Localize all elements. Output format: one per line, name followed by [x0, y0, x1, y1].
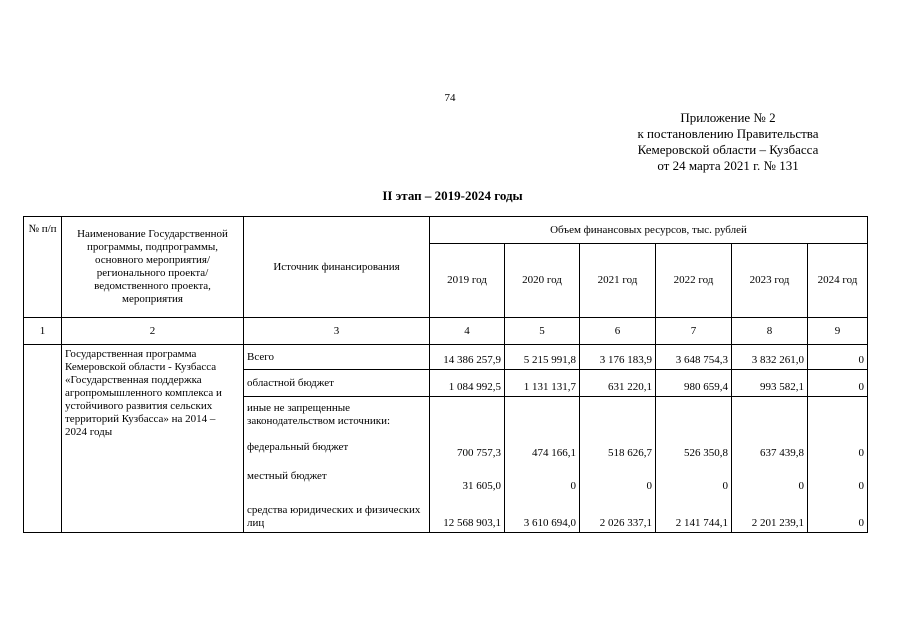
value-cell: 0: [732, 462, 808, 495]
value-cell: 980 659,4: [656, 370, 732, 397]
value-cell: [656, 397, 732, 434]
appendix-line-4: от 24 марта 2021 г. № 131: [657, 158, 799, 173]
column-number: 8: [732, 318, 808, 345]
column-number: 4: [430, 318, 505, 345]
source-cell: федеральный бюджет: [244, 434, 430, 462]
value-cell: 2 141 744,1: [656, 495, 732, 533]
table-row: [24, 345, 868, 370]
column-number: 6: [580, 318, 656, 345]
value-cell: 0: [505, 462, 580, 495]
value-cell: 1 084 992,5: [430, 370, 505, 397]
value-cell: 3 832 261,0: [732, 345, 808, 370]
header-year-2021: 2021 год: [580, 244, 656, 318]
value-cell: 3 648 754,3: [656, 345, 732, 370]
header-year-2019: 2019 год: [430, 244, 505, 318]
value-cell: [430, 397, 505, 434]
source-cell: средства юридических и физических лиц: [244, 495, 430, 533]
header-source: Источник финансирования: [244, 217, 430, 318]
source-cell: иные не запрещенные законодательством источники:: [244, 397, 430, 434]
financing-table: [23, 216, 868, 533]
page-number: 74: [444, 92, 456, 104]
value-cell: 2 201 239,1: [732, 495, 808, 533]
value-cell: 0: [808, 495, 868, 533]
source-cell: местный бюджет: [244, 462, 430, 495]
appendix-block: [613, 110, 843, 174]
appendix-line-3: Кемеровской области – Кузбасса: [637, 142, 819, 157]
program-name: Государственная программа Кемеровской области - Кузбасса «Государственная поддержка агропромышленного комплекса и устойчивого развития сельских территорий Кузбасса» на 2014 – 2024 годы: [62, 345, 244, 533]
value-cell: 0: [808, 370, 868, 397]
value-cell: 0: [808, 434, 868, 462]
value-cell: 31 605,0: [430, 462, 505, 495]
column-number: 9: [808, 318, 868, 345]
header-year-2024: 2024 год: [808, 244, 868, 318]
column-numbers-row: [24, 318, 868, 345]
header-year-2023: 2023 год: [732, 244, 808, 318]
source-cell: Всего: [244, 345, 430, 370]
source-cell: областной бюджет: [244, 370, 430, 397]
header-name: Наименование Государственной программы, подпрограммы, основного мероприятия/регионального проекта/ведомственного проекта, мероприятия: [62, 217, 244, 318]
stage-title: II этап – 2019-2024 годы: [382, 188, 523, 203]
appendix-line-2: к постановлению Правительства: [637, 126, 819, 141]
value-cell: 637 439,8: [732, 434, 808, 462]
value-cell: [732, 397, 808, 434]
value-cell: 474 166,1: [505, 434, 580, 462]
value-cell: 1 131 131,7: [505, 370, 580, 397]
column-number: 2: [62, 318, 244, 345]
value-cell: 14 386 257,9: [430, 345, 505, 370]
value-cell: 0: [580, 462, 656, 495]
value-cell: 0: [808, 462, 868, 495]
value-cell: 3 176 183,9: [580, 345, 656, 370]
value-cell: 2 026 337,1: [580, 495, 656, 533]
value-cell: [580, 397, 656, 434]
value-cell: 12 568 903,1: [430, 495, 505, 533]
column-number: 3: [244, 318, 430, 345]
value-cell: 518 626,7: [580, 434, 656, 462]
column-number: 1: [24, 318, 62, 345]
value-cell: 631 220,1: [580, 370, 656, 397]
appendix-line-1: Приложение № 2: [680, 110, 776, 125]
value-cell: 0: [808, 345, 868, 370]
header-year-2020: 2020 год: [505, 244, 580, 318]
value-cell: 3 610 694,0: [505, 495, 580, 533]
value-cell: 526 350,8: [656, 434, 732, 462]
value-cell: 700 757,3: [430, 434, 505, 462]
column-number: 7: [656, 318, 732, 345]
value-cell: [808, 397, 868, 434]
header-num: № п/п: [24, 217, 62, 318]
column-number: 5: [505, 318, 580, 345]
value-cell: [505, 397, 580, 434]
header-year-2022: 2022 год: [656, 244, 732, 318]
value-cell: 0: [656, 462, 732, 495]
value-cell: 993 582,1: [732, 370, 808, 397]
header-volume: Объем финансовых ресурсов, тыс. рублей: [430, 217, 868, 244]
value-cell: 5 215 991,8: [505, 345, 580, 370]
row-number-cell: [24, 345, 62, 533]
